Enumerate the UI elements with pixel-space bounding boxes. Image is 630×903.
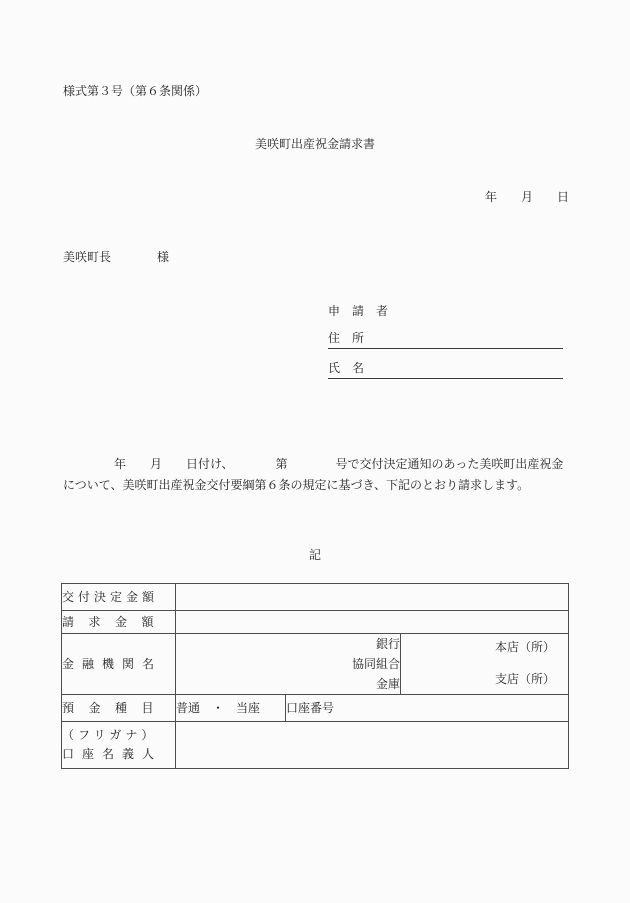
furigana-label: （フリガナ）	[62, 728, 158, 742]
addressee-line	[63, 250, 169, 264]
claim-amount-label: 請求金額	[62, 615, 169, 629]
page-title: 美咲町出産祝金請求書	[254, 137, 375, 151]
date-line: 年 月 日	[484, 190, 569, 204]
institution-type-bank: 銀行	[375, 637, 400, 651]
grant-amount-label-cell	[62, 584, 176, 611]
honorific: 様	[157, 250, 170, 264]
addressee: 美咲町長	[63, 250, 112, 264]
name-field	[328, 361, 563, 379]
claim-amount-label-cell	[62, 611, 176, 634]
deposit-options-cell: 普通 ・ 当座	[176, 695, 286, 722]
institution-label-cell	[62, 634, 176, 695]
deposit-type-label-cell	[62, 695, 176, 722]
address-label: 住 所	[328, 331, 365, 345]
form-number: 様式第３号（第６条関係）	[63, 84, 208, 98]
body-line-1: 年 月 日付け、 第 号で交付決定通知のあった美咲町出産祝金	[114, 457, 564, 471]
table-row-claim-amount	[62, 611, 569, 634]
institution-type-cell	[176, 634, 401, 695]
name-label: 氏 名	[328, 361, 365, 375]
claim-amount-value-cell	[176, 611, 569, 634]
record-heading: 記	[308, 548, 321, 562]
address-field	[328, 331, 563, 349]
institution-type-shinkin: 金庫	[375, 677, 400, 691]
account-number-cell: 口座番号	[286, 695, 569, 722]
branch-cell	[401, 634, 569, 695]
grant-amount-label: 交付決定金額	[62, 590, 159, 604]
deposit-type-label: 預金種目	[62, 701, 169, 715]
account-holder-label-cell	[62, 722, 176, 769]
table-row-deposit	[62, 695, 569, 722]
branch-office-label: 支店（所）	[495, 672, 556, 686]
account-holder-value-cell	[176, 722, 569, 769]
head-office-label: 本店（所）	[495, 640, 556, 654]
claim-table	[61, 583, 569, 769]
table-row-institution	[62, 634, 569, 695]
institution-label: 金融機関名	[62, 657, 163, 671]
table-row-account-holder	[62, 722, 569, 769]
applicant-label: 申 請 者	[328, 304, 389, 318]
institution-type-cooperative: 協同組合	[351, 657, 400, 671]
body-line-2: について、美咲町出産祝金交付要綱第６条の規定に基づき、下記のとおり請求します。	[63, 478, 530, 492]
body-paragraph	[63, 454, 570, 496]
grant-amount-value-cell	[176, 584, 569, 611]
table-row-grant-amount	[62, 584, 569, 611]
account-holder-label: 口座名義人	[62, 747, 163, 761]
